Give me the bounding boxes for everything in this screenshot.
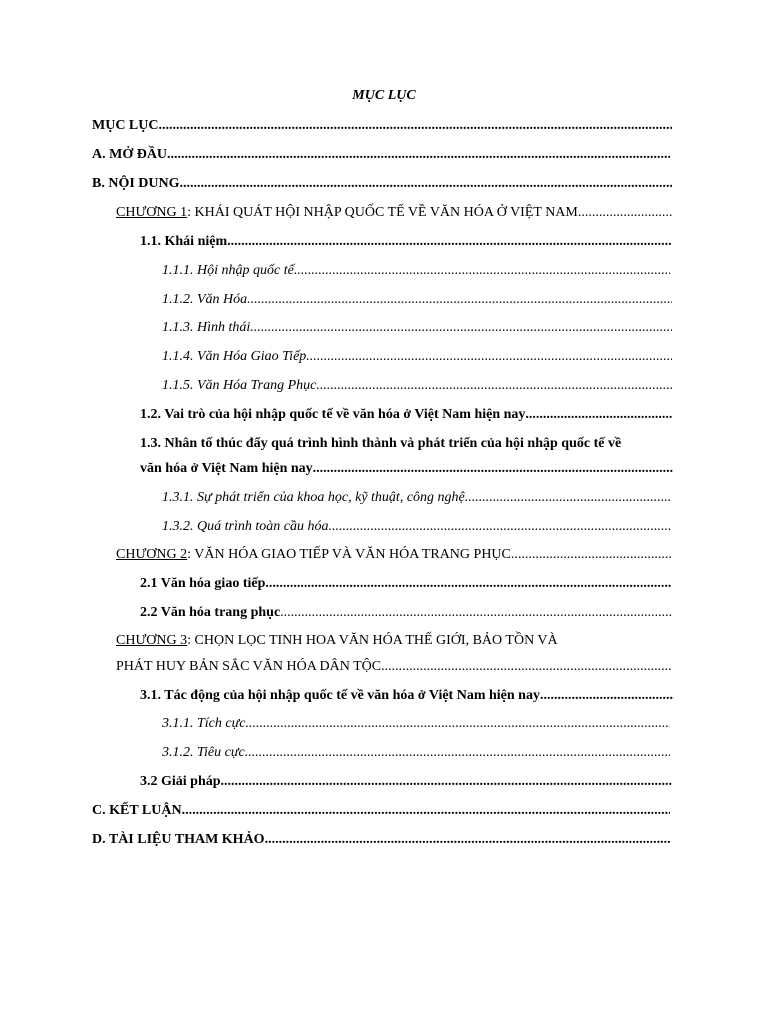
toc-entry-label: C. KẾT LUẬN bbox=[92, 803, 182, 818]
toc-entry-tai-lieu-tham-khao[interactable] bbox=[92, 830, 670, 850]
dot-leader bbox=[167, 145, 670, 165]
chapter-label: CHƯƠNG 3 bbox=[116, 633, 188, 648]
chapter-label: CHƯƠNG 1 bbox=[116, 205, 188, 220]
toc-entry-muc-luc[interactable] bbox=[92, 116, 672, 136]
toc-entry-ket-luan[interactable] bbox=[92, 801, 670, 821]
toc-entry-1-3-1[interactable] bbox=[162, 488, 670, 508]
toc-entry-label: 1.1.1. Hội nhập quốc tế bbox=[162, 263, 294, 278]
dot-leader bbox=[316, 376, 672, 396]
dot-leader bbox=[182, 801, 670, 821]
chapter-label: CHƯƠNG 2 bbox=[116, 547, 188, 562]
toc-entry-1-3[interactable] bbox=[140, 459, 673, 479]
dot-leader bbox=[540, 686, 674, 706]
toc-entry-1-1-5[interactable] bbox=[162, 376, 672, 396]
toc-entry-chuong-2[interactable] bbox=[116, 545, 672, 565]
toc-entry-label: văn hóa ở Việt Nam hiện nay bbox=[140, 461, 313, 476]
dot-leader bbox=[381, 657, 671, 677]
dot-leader bbox=[578, 203, 672, 223]
dot-leader bbox=[250, 318, 672, 338]
dot-leader bbox=[280, 603, 672, 623]
toc-entry-label: MỤC LỤC bbox=[92, 118, 159, 133]
toc-entry-label: : KHÁI QUÁT HỘI NHẬP QUỐC TẾ VỀ VĂN HÓA Ở VIỆT NAM bbox=[187, 205, 578, 220]
dot-leader bbox=[465, 488, 670, 508]
toc-entry-label: A. MỞ ĐẦU bbox=[92, 147, 168, 162]
toc-entry-chuong-1[interactable] bbox=[116, 203, 672, 223]
toc-entry-3-1[interactable] bbox=[140, 686, 674, 706]
toc-title: MỤC LỤC bbox=[352, 88, 416, 103]
dot-leader bbox=[313, 459, 673, 479]
toc-entry-3-2[interactable] bbox=[140, 772, 672, 792]
toc-entry-2-2[interactable] bbox=[140, 603, 672, 623]
toc-entry-label: 1.1.2. Văn Hóa bbox=[162, 292, 248, 307]
dot-leader bbox=[159, 116, 673, 136]
toc-entry-mo-dau[interactable] bbox=[92, 145, 670, 165]
toc-entry-label: 3.1.2. Tiêu cực bbox=[162, 745, 245, 760]
dot-leader bbox=[265, 574, 672, 594]
toc-entry-label: 1.1. Khái niệm bbox=[140, 234, 228, 249]
dot-leader bbox=[525, 405, 673, 425]
dot-leader bbox=[294, 261, 670, 281]
toc-entry-1-1[interactable] bbox=[140, 232, 672, 252]
dot-leader bbox=[328, 517, 670, 537]
toc-entry-label: 2.1 Văn hóa giao tiếp bbox=[140, 576, 266, 591]
toc-entry-1-2[interactable] bbox=[140, 405, 673, 425]
toc-entry-2-1[interactable] bbox=[140, 574, 672, 594]
toc-entry-label: 3.1.1. Tích cực bbox=[162, 716, 246, 731]
toc-entry-label: : CHỌN LỌC TINH HOA VĂN HÓA THẾ GIỚI, BẢO TỒN VÀ bbox=[187, 633, 558, 648]
toc-entry-label: 1.1.3. Hình thái bbox=[162, 320, 251, 335]
toc-entry-1-1-1[interactable] bbox=[162, 261, 670, 281]
toc-entry-label: 2.2 Văn hóa trang phục bbox=[140, 605, 281, 620]
dot-leader bbox=[306, 347, 672, 367]
toc-entry-chuong-3-line-1[interactable] bbox=[116, 631, 558, 651]
toc-entry-chuong-3[interactable] bbox=[116, 657, 671, 677]
dot-leader bbox=[245, 714, 670, 734]
toc-entry-noi-dung[interactable] bbox=[92, 174, 672, 194]
dot-leader bbox=[247, 290, 672, 310]
toc-entry-1-3-line-1[interactable]: 1.3. Nhân tố thúc đẩy quá trình hình thành và phát triển của hội nhập quốc tế về bbox=[140, 436, 622, 451]
toc-entry-label: 1.1.4. Văn Hóa Giao Tiếp bbox=[162, 349, 307, 364]
toc-entry-label: 3.2 Giải pháp bbox=[140, 774, 221, 789]
toc-entry-1-1-3[interactable] bbox=[162, 318, 672, 338]
toc-entry-label: 1.3.2. Quá trình toàn cầu hóa bbox=[162, 519, 329, 534]
toc-entry-3-1-1[interactable] bbox=[162, 714, 670, 734]
toc-entry-label: 3.1. Tác động của hội nhập quốc tế về văn hóa ở Việt Nam hiện nay bbox=[140, 688, 540, 703]
toc-entry-1-1-2[interactable] bbox=[162, 290, 672, 310]
toc-entry-1-1-4[interactable] bbox=[162, 347, 672, 367]
dot-leader bbox=[221, 772, 672, 792]
toc-entry-label: B. NỘI DUNG bbox=[92, 176, 180, 191]
toc-entry-label: PHÁT HUY BẢN SẮC VĂN HÓA DÂN TỘC bbox=[116, 659, 382, 674]
toc-entry-3-1-2[interactable] bbox=[162, 743, 670, 763]
dot-leader bbox=[180, 174, 672, 194]
dot-leader bbox=[511, 545, 672, 565]
dot-leader bbox=[245, 743, 670, 763]
toc-entry-label: D. TÀI LIỆU THAM KHẢO bbox=[92, 832, 265, 847]
dot-leader bbox=[265, 830, 670, 850]
toc-entry-label: : VĂN HÓA GIAO TIẾP VÀ VĂN HÓA TRANG PHỤC bbox=[187, 547, 511, 562]
toc-entry-label: 1.2. Vai trò của hội nhập quốc tế về văn hóa ở Việt Nam hiện nay bbox=[140, 407, 526, 422]
toc-entry-label: 1.1.5. Văn Hóa Trang Phục bbox=[162, 378, 317, 393]
toc-entry-label: 1.3.1. Sự phát triển của khoa học, kỹ thuật, công nghệ bbox=[162, 490, 465, 505]
toc-entry-1-3-2[interactable] bbox=[162, 517, 670, 537]
dot-leader bbox=[227, 232, 672, 252]
